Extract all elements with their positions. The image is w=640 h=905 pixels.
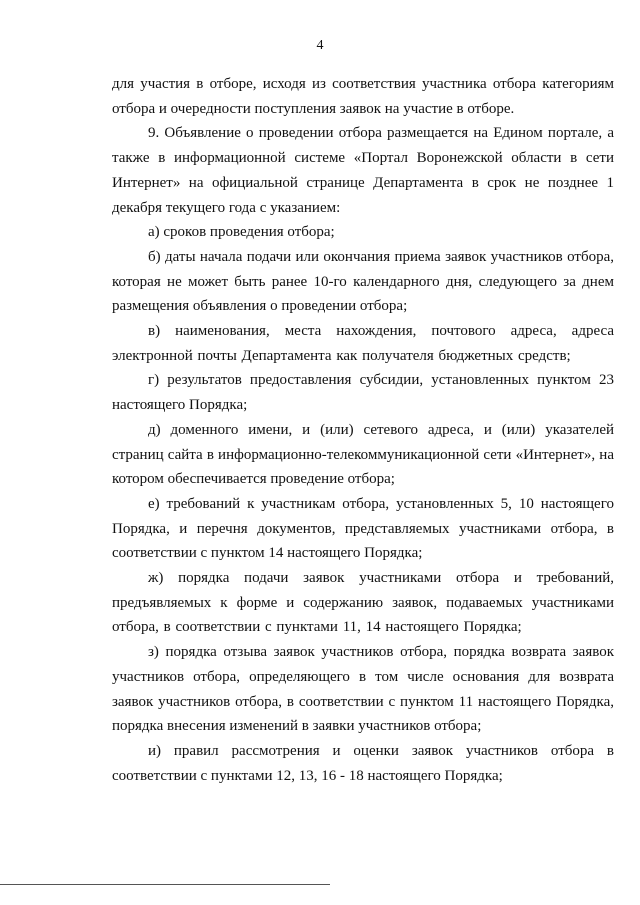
- paragraph-subitem-z: з) порядка отзыва заявок участников отбора, порядка возврата заявок участников отбора, определяющего в том числе основания для возврата заявок участников отбора, в соответствии с пунктом 11 настоящего Порядка, порядка внесения изменений в заявки участников отбора;: [112, 644, 614, 735]
- page-number: 4: [316, 38, 324, 53]
- paragraph-subitem-v: в) наименования, места нахождения, почтового адреса, адреса электронной почты Департамента как получателя бюджетных средств;: [112, 323, 614, 364]
- paragraph-subitem-i: и) правил рассмотрения и оценки заявок участников отбора в соответствии с пунктами 12, 13, 16 - 18 настоящего Порядка;: [112, 742, 614, 784]
- paragraph-continuation: для участия в отборе, исходя из соответствия участника отбора категориям отбора и очередности поступления заявок на участие в отборе.: [112, 76, 614, 117]
- page-bottom-rule: [0, 884, 330, 885]
- paragraph-subitem-zh: ж) порядка подачи заявок участниками отбора и требований, предъявляемых к форме и содержанию заявок, подаваемых участниками отбора, в соответствии с пунктами 11, 14 настоящего Порядка;: [112, 570, 614, 636]
- paragraph-subitem-a: а) сроков проведения отбора;: [148, 224, 335, 241]
- paragraph-subitem-e: е) требований к участникам отбора, установленных 5, 10 настоящего Порядка, и перечня документов, представляемых участниками отбора, в соответствии с пунктом 14 настоящего Порядка;: [112, 495, 614, 562]
- paragraph-item-9: 9. Объявление о проведении отбора размещается на Едином портале, а также в информационной системе «Портал Воронежской области в сети Интернет» на официальной странице Департамента в срок не позднее 1 декабря текущего года с указанием:: [112, 125, 614, 216]
- paragraph-subitem-d: д) доменного имени, и (или) сетевого адреса, и (или) указателей страниц сайта в информационно-телекоммуникационной сети «Интернет», на котором обеспечивается проведение отбора;: [112, 421, 614, 488]
- paragraph-subitem-g: г) результатов предоставления субсидии, установленных пунктом 23 настоящего Порядка;: [112, 372, 614, 414]
- paragraph-subitem-b: б) даты начала подачи или окончания приема заявок участников отбора, которая не может быть ранее 10-го календарного дня, следующего за днем размещения объявления о проведении отбора;: [112, 248, 614, 315]
- document-body: [112, 72, 614, 788]
